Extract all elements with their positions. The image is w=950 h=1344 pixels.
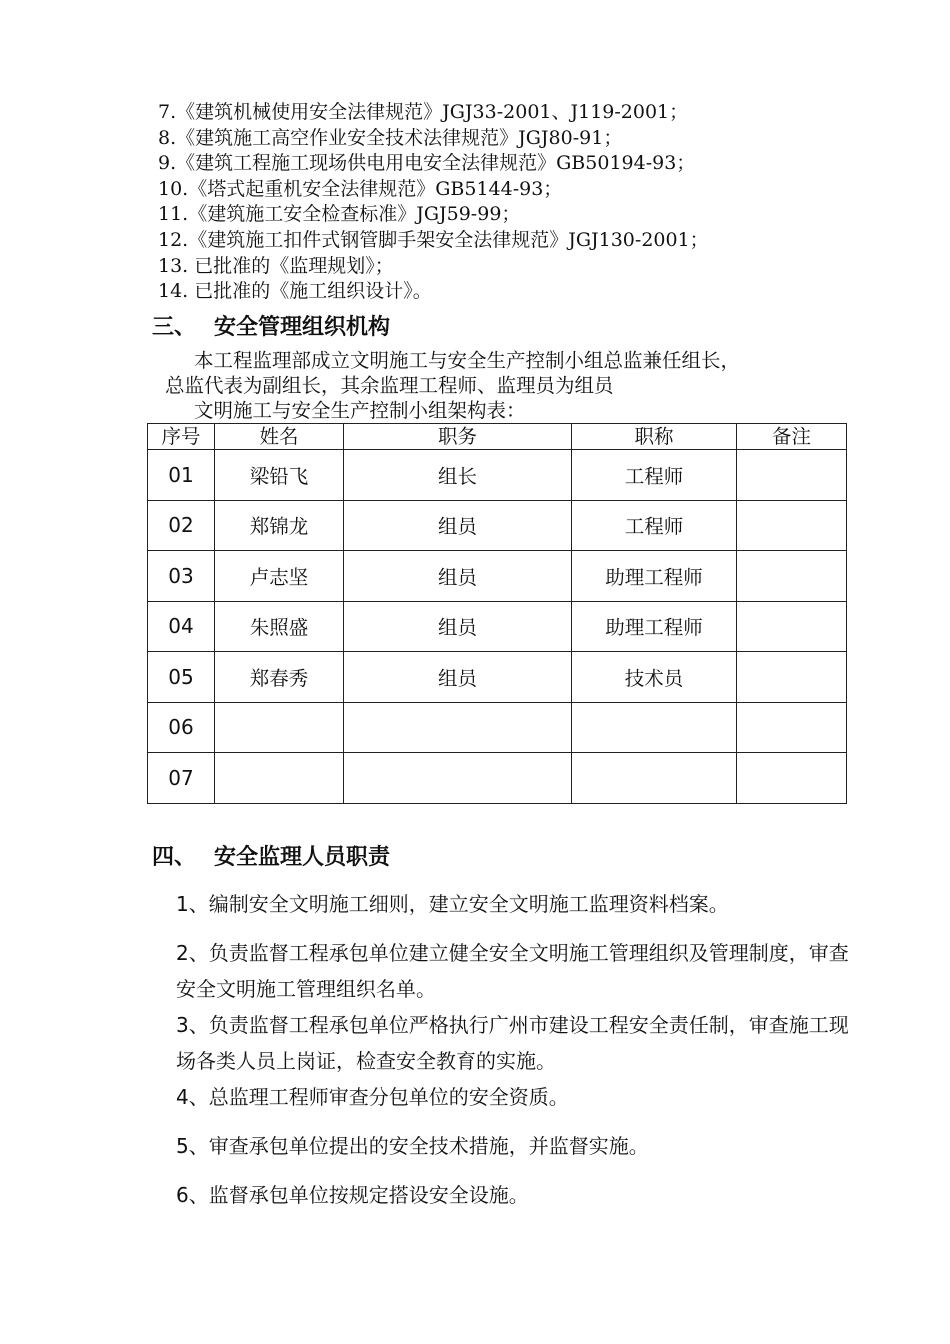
cell-title xyxy=(572,702,737,753)
section-3-number: 三、 xyxy=(152,315,197,340)
reference-item: 13. 已批准的《监理规划》； xyxy=(158,254,394,277)
cell-no: 06 xyxy=(148,702,215,753)
table-row xyxy=(148,450,847,501)
cell-no: 05 xyxy=(148,652,215,703)
cell-no: 03 xyxy=(148,551,215,602)
header-role: 职务 xyxy=(344,424,572,450)
section-3-heading xyxy=(152,310,390,341)
cell-role: 组员 xyxy=(344,551,572,602)
duty-number: 5 xyxy=(176,1134,189,1158)
reference-item: 14. 已批准的《施工组织设计》。 xyxy=(158,280,432,303)
duty-list xyxy=(176,886,856,1226)
reference-item: 7.《建筑机械使用安全法律规范》JGJ33-2001、J119-2001； xyxy=(158,101,689,123)
section-3-title: 安全管理组织机构 xyxy=(214,315,391,340)
section-3-paragraph-line1: 本工程监理部成立文明施工与安全生产控制小组总监兼任组长， xyxy=(194,349,741,372)
cell-role xyxy=(344,753,572,804)
cell-title: 工程师 xyxy=(572,500,737,551)
duty-number: 6 xyxy=(176,1183,189,1207)
cell-name: 朱照盛 xyxy=(215,601,344,652)
duty-text: 、编制安全文明施工细则，建立安全文明施工监理资料档案。 xyxy=(188,892,729,916)
cell-name: 郑春秀 xyxy=(215,652,344,703)
table-header-row xyxy=(148,424,847,450)
duty-text: 、负责监督工程承包单位建立健全安全文明施工管理组织及管理制度，审查安全文明施工管理组织名单。 xyxy=(176,941,849,1001)
duty-text: 、监督承包单位按规定搭设安全设施。 xyxy=(188,1183,529,1207)
cell-no: 04 xyxy=(148,601,215,652)
cell-role: 组员 xyxy=(344,500,572,551)
cell-note xyxy=(737,702,847,753)
header-note: 备注 xyxy=(737,424,847,450)
cell-title: 助理工程师 xyxy=(572,601,737,652)
cell-name: 卢志坚 xyxy=(215,551,344,602)
duty-number: 1 xyxy=(176,892,189,916)
cell-note xyxy=(737,450,847,501)
cell-note xyxy=(737,753,847,804)
table-row xyxy=(148,500,847,551)
reference-item: 10.《塔式起重机安全法律规范》GB5144-93； xyxy=(158,177,563,200)
table-row xyxy=(148,551,847,602)
header-title: 职称 xyxy=(572,424,737,450)
duty-text: 、负责监督工程承包单位严格执行广州市建设工程安全责任制，审查施工现场各类人员上岗证，检查安全教育的实施。 xyxy=(176,1013,849,1073)
duty-number: 2 xyxy=(176,941,189,965)
cell-title: 助理工程师 xyxy=(572,551,737,602)
table-row xyxy=(148,753,847,804)
cell-role: 组长 xyxy=(344,450,572,501)
header-name: 姓名 xyxy=(215,424,344,450)
cell-name: 梁铅飞 xyxy=(215,450,344,501)
cell-note xyxy=(737,601,847,652)
section-4-heading xyxy=(152,840,390,871)
table-row xyxy=(148,652,847,703)
cell-title: 工程师 xyxy=(572,450,737,501)
section-3-paragraph-line2: 总监代表为副组长，其余监理工程师、监理员为组员 xyxy=(165,374,614,397)
reference-item: 11.《建筑施工安全检查标准》JGJ59-99； xyxy=(158,203,521,226)
reference-list xyxy=(158,100,709,305)
table-row xyxy=(148,601,847,652)
cell-role: 组员 xyxy=(344,601,572,652)
reference-item: 8.《建筑施工高空作业安全技术法律规范》JGJ80-91； xyxy=(158,126,623,149)
duty-number: 4 xyxy=(176,1085,189,1109)
duty-item xyxy=(176,1079,856,1115)
cell-note xyxy=(737,551,847,602)
cell-note xyxy=(737,500,847,551)
table-row xyxy=(148,702,847,753)
cell-name xyxy=(215,753,344,804)
cell-name: 郑锦龙 xyxy=(215,500,344,551)
cell-role xyxy=(344,702,572,753)
header-no: 序号 xyxy=(148,424,215,450)
reference-item: 9.《建筑工程施工现场供电用电安全法律规范》GB50194-93； xyxy=(158,152,696,175)
cell-note xyxy=(737,652,847,703)
section-4-title: 安全监理人员职责 xyxy=(214,845,391,870)
duty-text: 、审查承包单位提出的安全技术措施，并监督实施。 xyxy=(188,1134,649,1158)
cell-title: 技术员 xyxy=(572,652,737,703)
cell-title xyxy=(572,753,737,804)
cell-role: 组员 xyxy=(344,652,572,703)
duty-item xyxy=(176,1177,856,1213)
duty-item xyxy=(176,935,856,1007)
duty-number: 3 xyxy=(176,1013,189,1037)
cell-no: 07 xyxy=(148,753,215,804)
duty-text: 、总监理工程师审查分包单位的安全资质。 xyxy=(188,1085,569,1109)
duty-item xyxy=(176,1007,856,1079)
cell-no: 02 xyxy=(148,500,215,551)
table-caption: 文明施工与安全生产控制小组架构表： xyxy=(194,399,526,422)
cell-no: 01 xyxy=(148,450,215,501)
section-4-number: 四、 xyxy=(152,845,197,870)
org-structure-table xyxy=(147,423,847,804)
cell-name xyxy=(215,702,344,753)
duty-item xyxy=(176,886,856,922)
reference-item: 12.《建筑施工扣件式钢管脚手架安全法律规范》JGJ130-2001； xyxy=(158,228,709,251)
duty-item xyxy=(176,1128,856,1164)
